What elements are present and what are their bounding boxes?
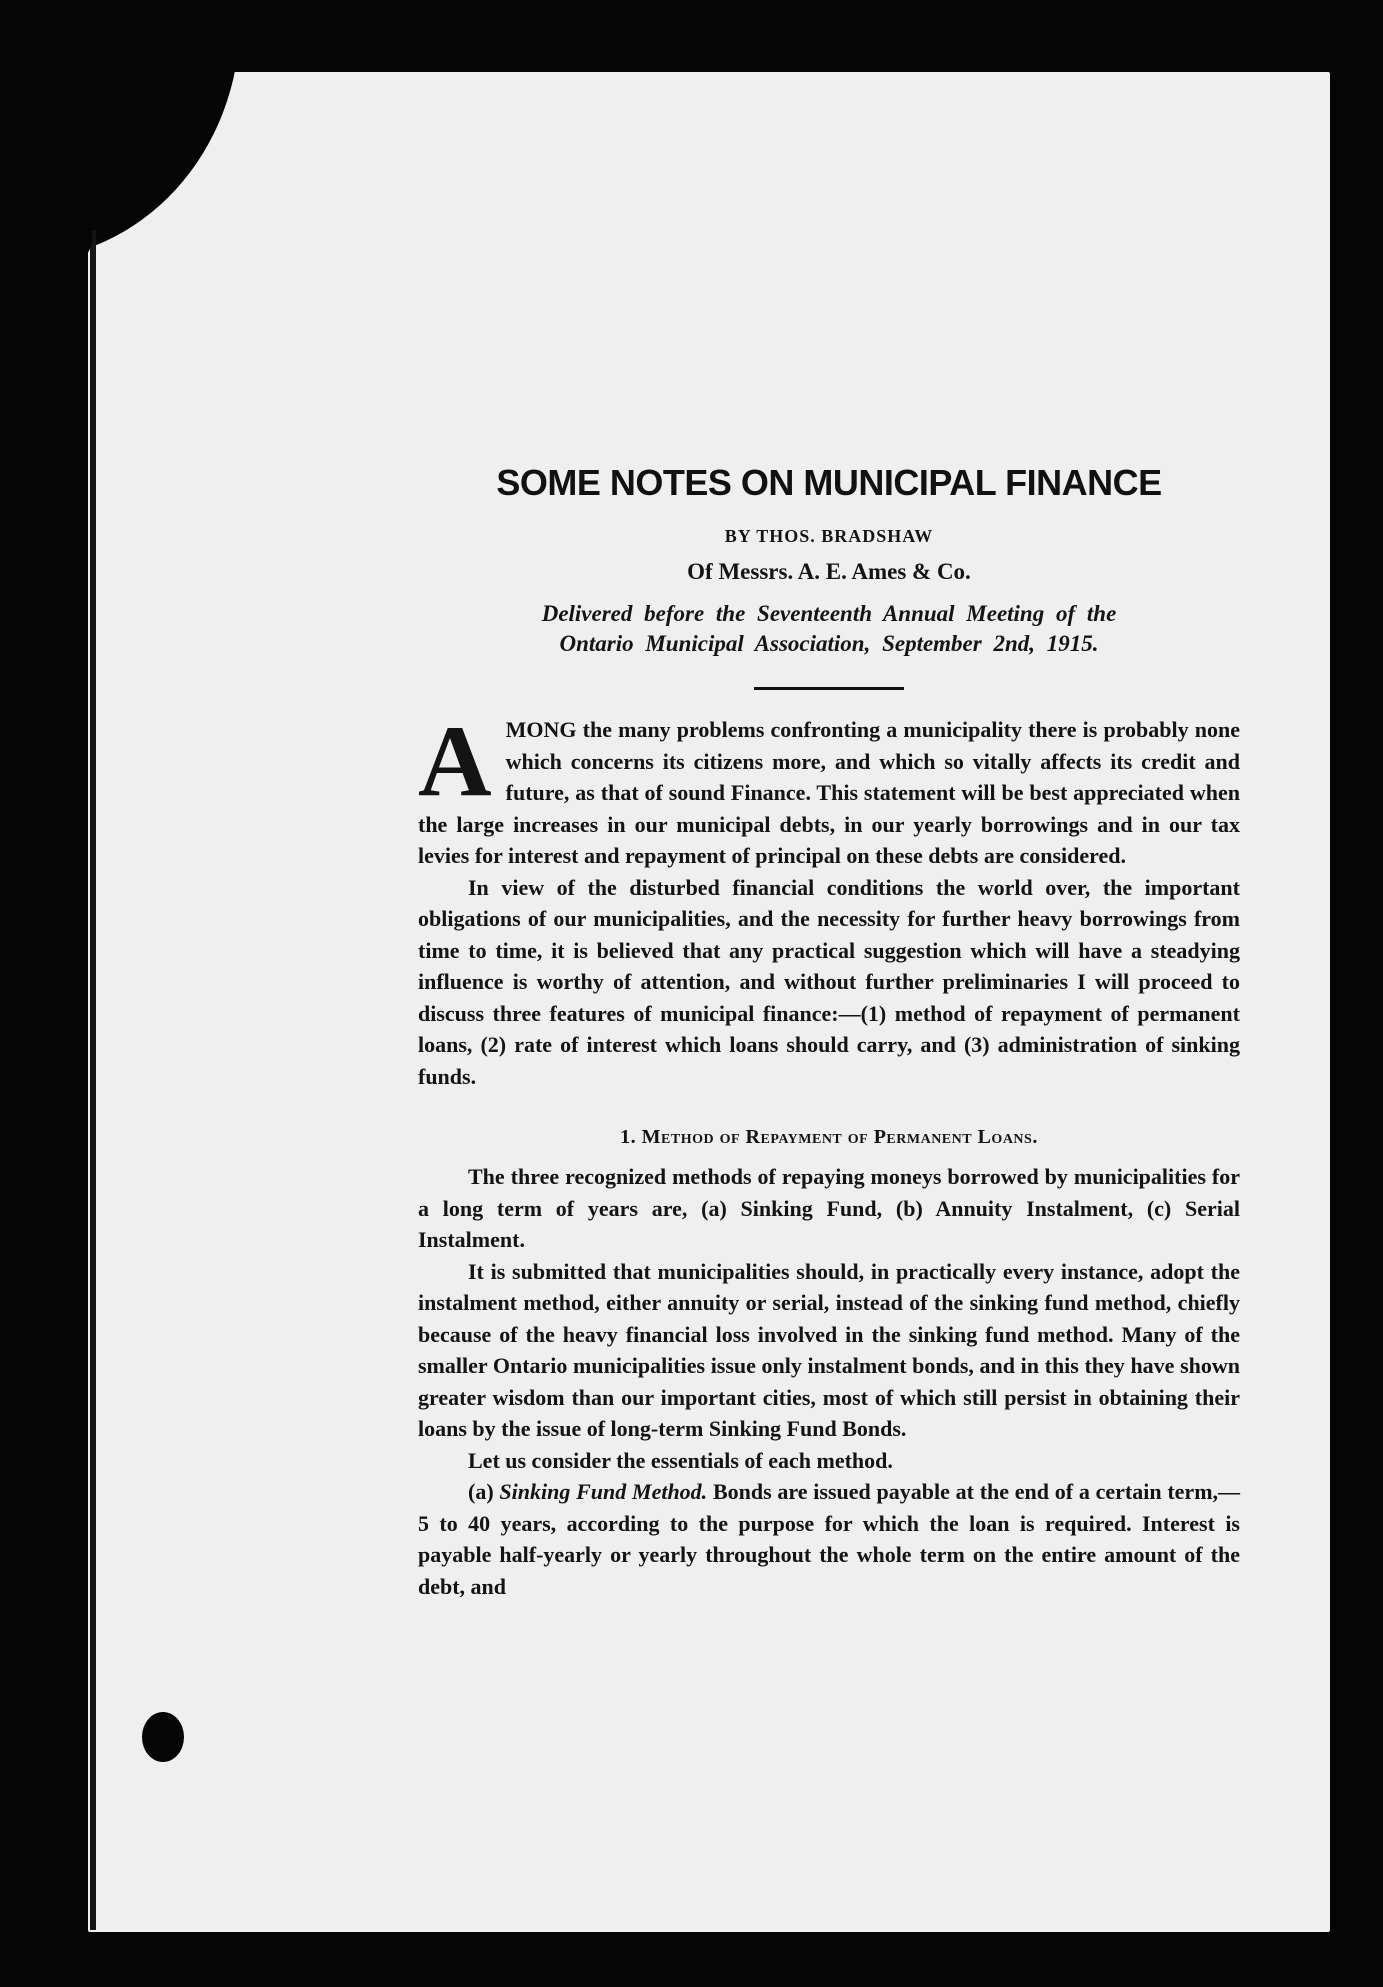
scanned-page	[88, 72, 1330, 1932]
delivery-note-line-2: Ontario Municipal Association, September 2nd, 1915.	[559, 631, 1099, 656]
title-divider	[754, 687, 904, 690]
section-1-heading: 1. Method of Repayment of Permanent Loans.	[620, 1126, 1038, 1148]
binding-hole-top	[38, 210, 92, 266]
author-firm: Of Messrs. A. E. Ames & Co.	[687, 559, 971, 584]
binding-hole-lower	[142, 1712, 184, 1762]
intro-paragraph	[418, 705, 1240, 872]
drop-cap: A	[418, 705, 492, 818]
paragraph-6-text: Bonds are issued payable at the end of a certain term,—5 to 40 years, according to the purpose for which the loan is required. Interest is payable half-yearly or yearly throughout the whole term on the entire amount of the debt, and	[418, 1479, 1241, 1599]
delivery-note-line-1: Delivered before the Seventeenth Annual Meeting of the	[541, 601, 1117, 626]
paragraph-6-label: (a)	[468, 1479, 494, 1504]
binding-spine-line	[90, 230, 96, 1930]
paragraph-6-method-name: Sinking Fund Method.	[499, 1479, 708, 1504]
paragraph-2: In view of the disturbed financial conditions the world over, the important obligations of our municipalities, and the necessity for further heavy borrowings from time to time, it is believed that any practical suggestion which will have a steadying influence is worthy of attention, and without further preliminaries I will proceed to discuss three features of municipal finance:—(1) method of repayment of permanent loans, (2) rate of interest which loans should carry, and (3) administration of sinking funds.	[418, 874, 1240, 1089]
article-title: SOME NOTES ON MUNICIPAL FINANCE	[496, 462, 1162, 503]
author-byline: BY THOS. BRADSHAW	[724, 526, 934, 546]
article	[418, 462, 1240, 1602]
delivery-note	[418, 599, 1240, 659]
intro-text: MONG the many problems confronting a municipality there is probably none which concerns its citizens more, and which so vitally affects its credit and future, as that of sound Finance. This statement will be best appreciated when the large increases in our municipal debts, in our yearly borrowings and in our tax levies for interest and repayment of principal on these debts are considered.	[418, 717, 1240, 868]
binding-hole-edge	[0, 1700, 38, 1754]
paragraph-5: Let us consider the essentials of each method.	[468, 1447, 893, 1473]
paragraph-6	[418, 1476, 1240, 1602]
paragraph-3: The three recognized methods of repaying moneys borrowed by municipalities for a long term of years are, (a) Sinking Fund, (b) Annuity Instalment, (c) Serial Instalment.	[418, 1164, 1240, 1252]
paragraph-4: It is submitted that municipalities should, in practically every instance, adopt the instalment method, either annuity or serial, instead of the sinking fund method, chiefly because of the heavy financial loss involved in the sinking fund method. Many of the smaller Ontario municipalities issue only instalment bonds, and in this they have shown greater wisdom than our important cities, most of which still persist in obtaining their loans by the issue of long-term Sinking Fund Bonds.	[418, 1258, 1240, 1441]
